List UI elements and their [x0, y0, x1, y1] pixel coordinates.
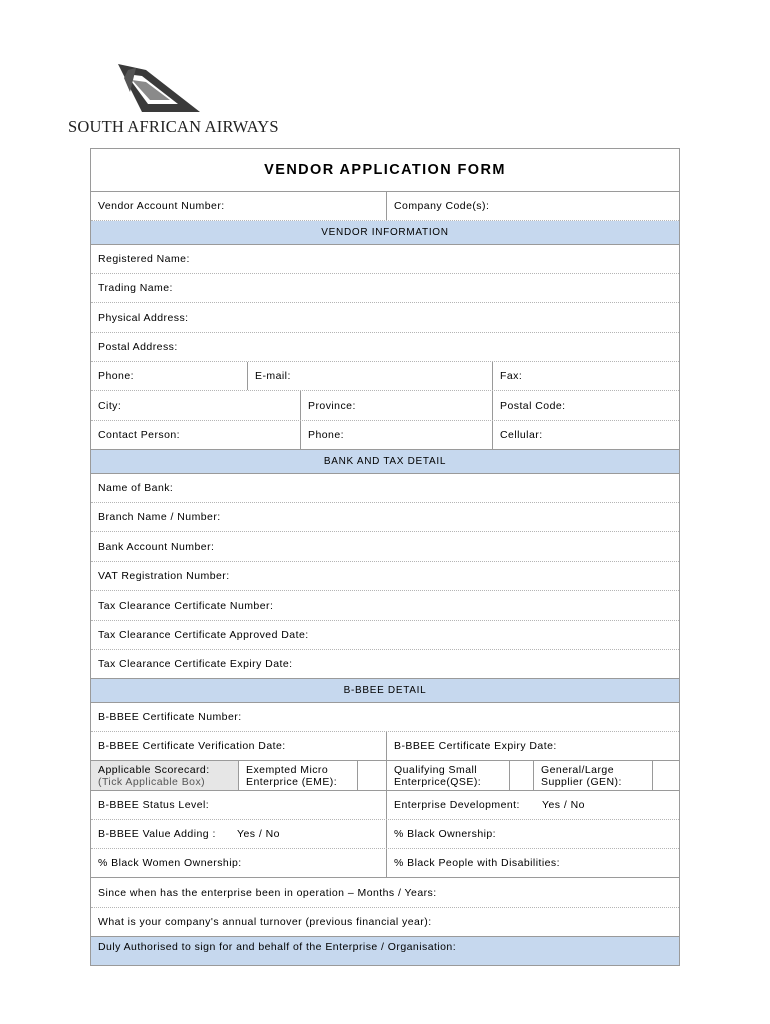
section-vendor-info: [91, 221, 679, 245]
status-level-row: [91, 791, 679, 820]
value-adding-label: B-BBEE Value Adding :: [98, 828, 216, 840]
city-field[interactable]: City:: [98, 399, 122, 412]
gen-label-line2: Supplier (GEN):: [541, 776, 622, 788]
turnover-row: [91, 908, 679, 937]
fax-field[interactable]: Fax:: [492, 362, 679, 390]
vat-field[interactable]: VAT Registration Number:: [98, 570, 230, 582]
bank-name-field[interactable]: Name of Bank:: [98, 482, 174, 494]
email-field[interactable]: E-mail:: [247, 362, 492, 390]
bank-account-field[interactable]: Bank Account Number:: [98, 540, 215, 553]
operation-since-field[interactable]: Since when has the enterprise been in operation – Months / Years:: [98, 886, 437, 899]
qse-label-line1: Qualifying Small: [394, 764, 478, 776]
tax-cert-approved-row: [91, 621, 679, 650]
branch-row: [91, 503, 679, 532]
bbbee-dates-row: [91, 732, 679, 761]
black-disabled-field[interactable]: % Black People with Disabilities:: [386, 849, 679, 877]
section-header: BANK AND TAX DETAIL: [91, 450, 679, 473]
eme-label-line2: Enterprice (EME):: [246, 776, 338, 788]
bbbee-expiry-date-field[interactable]: B-BBEE Certificate Expiry Date:: [386, 732, 679, 760]
registered-name-row: [91, 245, 679, 274]
gen-label-line1: General/Large: [541, 764, 614, 776]
status-level-field[interactable]: B-BBEE Status Level:: [98, 799, 210, 811]
tax-cert-expiry-field[interactable]: Tax Clearance Certificate Expiry Date:: [98, 658, 293, 670]
branch-field[interactable]: Branch Name / Number:: [98, 511, 221, 523]
scorecard-label: [91, 761, 238, 790]
operation-row: [91, 878, 679, 908]
account-row: [91, 192, 679, 221]
tax-cert-approved-field[interactable]: Tax Clearance Certificate Approved Date:: [98, 629, 309, 641]
gen-label: [533, 761, 652, 790]
scorecard-label-line2: (Tick Applicable Box): [98, 776, 206, 788]
qse-checkbox[interactable]: [509, 761, 534, 790]
section-header: VENDOR INFORMATION: [91, 221, 679, 244]
vat-row: [91, 562, 679, 591]
brand-name: SOUTH AFRICAN AIRWAYS: [68, 117, 279, 136]
black-women-field[interactable]: % Black Women Ownership:: [98, 857, 242, 869]
qse-label-line2: Enterprice(QSE):: [394, 776, 482, 788]
contact-row: [91, 421, 679, 450]
scorecard-label-line1: Applicable Scorecard:: [98, 764, 210, 776]
enterprise-dev-label: Enterprise Development:: [386, 791, 536, 819]
scorecard-row: [91, 761, 679, 791]
value-adding-options[interactable]: Yes / No: [237, 828, 280, 840]
postal-code-field[interactable]: Postal Code:: [492, 391, 679, 420]
eme-label-line1: Exempted Micro: [246, 764, 329, 776]
phone-row: [91, 362, 679, 391]
physical-address-field[interactable]: Physical Address:: [98, 311, 189, 324]
bbbee-cert-number-field[interactable]: B-BBEE Certificate Number:: [98, 711, 242, 723]
trading-name-row: [91, 274, 679, 303]
eme-label: [238, 761, 357, 790]
qse-label: [386, 761, 509, 790]
contact-person-field[interactable]: Contact Person:: [98, 429, 181, 441]
company-codes-field[interactable]: Company Code(s):: [386, 192, 679, 220]
city-row: [91, 391, 679, 421]
physical-address-row: [91, 303, 679, 333]
authorised-signatory-field[interactable]: Duly Authorised to sign for and behalf of the Enterprise / Organisation:: [91, 937, 679, 965]
form-title: VENDOR APPLICATION FORM: [264, 162, 506, 178]
province-field[interactable]: Province:: [300, 391, 492, 420]
trading-name-field[interactable]: Trading Name:: [98, 282, 173, 294]
section-header: B-BBEE DETAIL: [91, 679, 679, 702]
postal-address-row: [91, 333, 679, 362]
tax-cert-number-row: [91, 591, 679, 621]
vendor-account-number-field[interactable]: Vendor Account Number:: [98, 200, 225, 212]
cellular-field[interactable]: Cellular:: [492, 421, 679, 449]
eme-checkbox[interactable]: [357, 761, 387, 790]
bbbee-cert-number-row: [91, 703, 679, 732]
vendor-application-form: [90, 148, 680, 966]
value-adding-row: [91, 820, 679, 849]
gen-checkbox[interactable]: [652, 761, 679, 790]
postal-address-field[interactable]: Postal Address:: [98, 341, 178, 353]
form-title-row: [91, 149, 679, 192]
registered-name-field[interactable]: Registered Name:: [98, 253, 190, 265]
bank-name-row: [91, 474, 679, 503]
black-women-row: [91, 849, 679, 878]
tax-cert-number-field[interactable]: Tax Clearance Certificate Number:: [98, 599, 274, 612]
authorised-row: [91, 937, 679, 965]
bbbee-verification-date-field[interactable]: B-BBEE Certificate Verification Date:: [98, 740, 286, 752]
section-bbbee: [91, 679, 679, 703]
phone-field[interactable]: Phone:: [98, 370, 134, 382]
black-ownership-field[interactable]: % Black Ownership:: [386, 820, 679, 848]
annual-turnover-field[interactable]: What is your company's annual turnover (previous financial year):: [98, 916, 432, 928]
account-number-row: [91, 532, 679, 562]
contact-phone-field[interactable]: Phone:: [300, 421, 492, 449]
enterprise-dev-options[interactable]: Yes / No: [542, 799, 585, 811]
tax-cert-expiry-row: [91, 650, 679, 679]
section-bank-tax: [91, 450, 679, 474]
